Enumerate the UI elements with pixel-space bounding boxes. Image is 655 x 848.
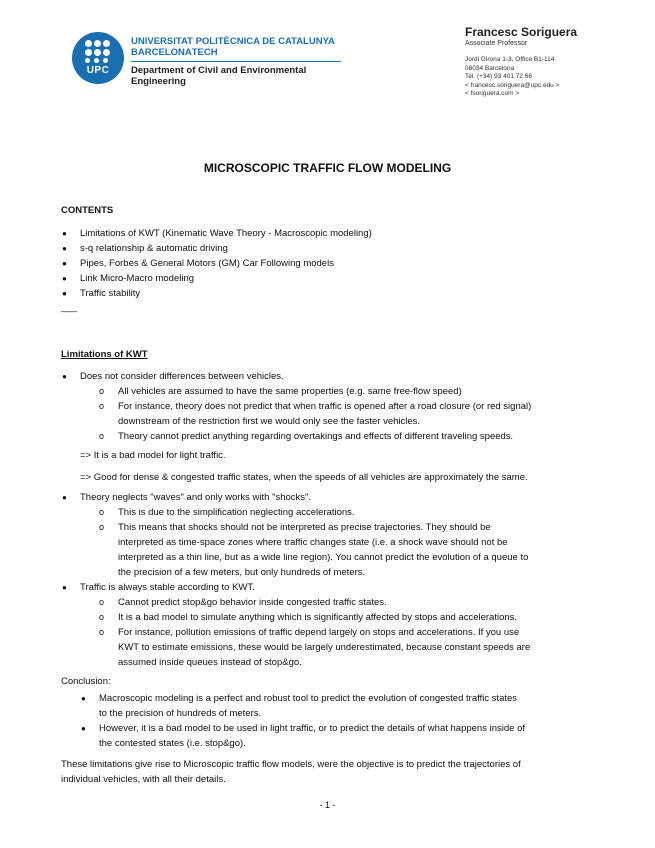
university-name <box>131 36 335 58</box>
bullet-icon: ● <box>62 244 67 253</box>
sub-bullet-text: interpreted as time-space zones where traffic changes state (i.e. a shock wave should not be <box>118 537 508 548</box>
sub-bullet-text: It is a bad model to simulate anything which is significantly affected by stops and accelerations. <box>118 612 518 623</box>
sub-bullet-text: Cannot predict stop&go behavior inside congested traffic states. <box>118 597 387 608</box>
conclusion-text: However, it is a bad model to be used in light traffic, or to predict the details of what happens inside of <box>99 723 525 734</box>
circle-bullet-icon: o <box>99 627 105 637</box>
sub-bullet-text: assumed inside queues instead of stop&go. <box>118 657 302 668</box>
sub-bullet-text: KWT to estimate emissions, these would be largely underestimated, because constant speeds are <box>118 642 531 653</box>
upc-logo <box>72 32 124 84</box>
sub-bullet-text: This is due to the simplification neglecting accelerations. <box>118 507 355 518</box>
bullet-text: Does not consider differences between vehicles. <box>80 371 284 382</box>
page-number: - 1 - <box>319 800 336 810</box>
contents-heading: CONTENTS <box>61 205 114 216</box>
bullet-icon: ● <box>62 493 67 502</box>
contents-item: Limitations of KWT (Kinematic Wave Theory - Macroscopic modeling) <box>80 228 372 239</box>
sub-bullet-text: This means that shocks should not be interpreted as precise trajectories. They should be <box>118 522 491 533</box>
separator: ___ <box>61 302 77 313</box>
university-line2: BARCELONATECH <box>131 47 218 58</box>
conclusion-text: to the precision of hundreds of meters. <box>99 708 262 719</box>
circle-bullet-icon: o <box>99 612 105 622</box>
contents-item: Pipes, Forbes & General Motors (GM) Car Following models <box>80 258 334 269</box>
university-line1: UNIVERSITAT POLITÈCNICA DE CATALUNYA <box>131 36 335 47</box>
sub-bullet-text: interpreted as a thin line, but as a wide line region). You cannot predict the evolution of a queue to <box>118 552 529 563</box>
header-divider <box>131 61 341 62</box>
sub-bullet-text: All vehicles are assumed to have the same properties (e.g. same free-flow speed) <box>118 386 462 397</box>
bullet-icon: ● <box>62 259 67 268</box>
bullet-text: Theory neglects "waves" and only works with "shocks". <box>80 492 312 503</box>
contents-item: Traffic stability <box>80 288 141 299</box>
conclusion-text: Macroscopic modeling is a perfect and robust tool to predict the evolution of congested traffic states <box>99 693 518 704</box>
circle-bullet-icon: o <box>99 431 105 441</box>
circle-bullet-icon: o <box>99 507 105 517</box>
bullet-text: Traffic is always stable according to KWT. <box>80 582 255 593</box>
logo-text: UPC <box>86 65 110 76</box>
sub-bullet-text: For instance, pollution emissions of traffic depend largely on stops and accelerations. If you use <box>118 627 520 638</box>
circle-bullet-icon: o <box>99 522 105 532</box>
author-address: Jordi Girona 1-3, Office B1-114 08034 Barcelona Tel. (+34) 93 401 72 66 < francesc.soriguera@upc.edu > < fsoriguera.com > <box>465 56 560 97</box>
bullet-icon: ● <box>81 724 86 733</box>
conclusion-text: the contested states (i.e. stop&go). <box>99 738 246 749</box>
conclusion-label: Conclusion: <box>61 676 111 687</box>
document-title: MICROSCOPIC TRAFFIC FLOW MODELING <box>203 161 452 175</box>
author-name: Francesc Soriguera <box>465 25 578 39</box>
author-block <box>465 25 577 99</box>
bullet-icon: ● <box>62 289 67 298</box>
author-role: Associate Professor <box>465 40 528 47</box>
circle-bullet-icon: o <box>99 386 105 396</box>
closing-paragraph: These limitations give rise to Microscopic traffic flow models, were the objective is to predict the trajectories of <box>61 759 521 770</box>
contents-item: Link Micro-Macro modeling <box>80 273 195 284</box>
sub-bullet-text: the precision of a few meters, but only hundreds of meters. <box>118 567 366 578</box>
circle-bullet-icon: o <box>99 597 105 607</box>
contents-item: s-q relationship & automatic driving <box>80 243 228 254</box>
bullet-icon: ● <box>81 694 86 703</box>
arrow-note: => It is a bad model for light traffic. <box>80 450 226 461</box>
sub-bullet-text: Theory cannot predict anything regarding overtakings and effects of different traveling speeds. <box>118 431 514 442</box>
closing-paragraph: individual vehicles, with all their details. <box>61 774 226 785</box>
sub-bullet-text: downstream of the restriction first we would only see the faster vehicles. <box>118 416 421 427</box>
department-name: Department of Civil and Environmental Engineering <box>131 65 307 87</box>
bullet-icon: ● <box>62 372 67 381</box>
arrow-note: => Good for dense & congested traffic states, when the speeds of all vehicles are approximately the same. <box>80 472 528 483</box>
section-heading: Limitations of KWT <box>61 349 148 360</box>
bullet-icon: ● <box>62 274 67 283</box>
bullet-icon: ● <box>62 583 67 592</box>
sub-bullet-text: For instance, theory does not predict that when traffic is opened after a road closure (or red signal) <box>118 401 532 412</box>
circle-bullet-icon: o <box>99 401 105 411</box>
bullet-icon: ● <box>62 229 67 238</box>
